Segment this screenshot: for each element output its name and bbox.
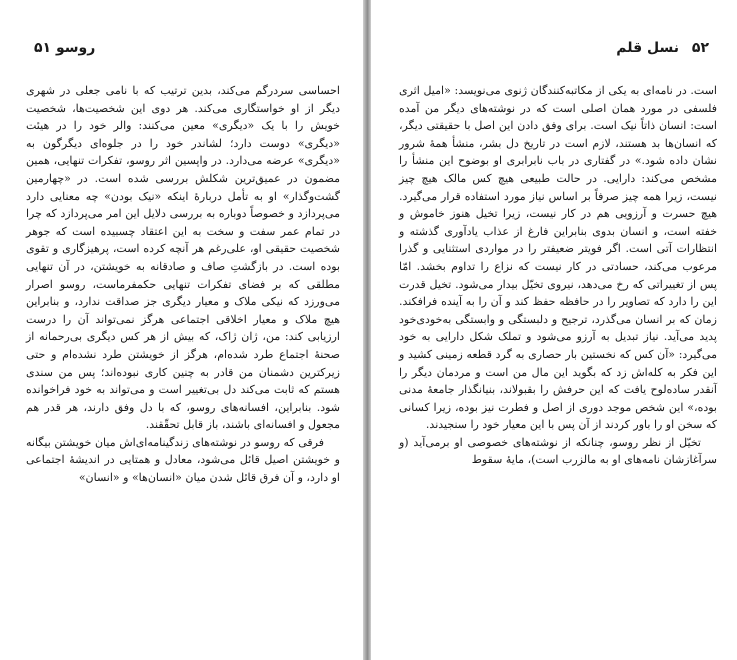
left-page-title: روسو [55,40,96,56]
left-page-header [26,40,95,56]
right-page-body [399,82,717,469]
paragraph: احساسی سردرگم می‌کند، بدین ترتیب که با نامی جعلی در شهری دیگر از او خواستگاری می‌کند. هر دوی این شخصیت‌ها، شخصیت خویش را با یک «دیگری» معین می‌کنند: والر خود را در هیئت «دیگری» دوست دارد؛ لشاندر خود را در جلوه‌ای دیگرگون به «دیگری» عرضه می‌دارد. در واپسین اثر روسو، تفکرات تنهایی، همین مضمون در عمیق‌ترین شکلش بررسی شده است. در «چهارمین گشت‌وگذار» او به تأمل دربارهٔ اینکه «نیک بودن» چه معنایی دارد می‌پردازد و خصوصاً دوباره به بررسی دلایل این امر می‌پردازد که چرا در تمام عمر سفت و سخت به این اعتقاد چسبیده است که جوهر شخصیت حقیقی او، علی‌رغم هر آنچه کرده است، پرهیزگاری و تقوی بوده است. در بازگشتِ صاف و صادقانه به خویشتن، در آن تنهایی مطلقی که بر فضای تفکرات تنهایی حکمفرماست، روسو اصرار می‌ورزد که نیکی ملاک و معیار دیگری جز صداقت ندارد، و بنابراین هیچ ملاک و معیار اخلاقی اجتماعی هرگز نمی‌تواند آن را درست ارزیابی کند: من، ژان ژاک، که بیش از هر کس دیگری بی‌رحمانه از صحنهٔ اجتماع طرد شده‌ام، هرگز از خویشتن طرد نشده‌ام و حتی زیرکترین دشمنان من قادر به چنین کاری نبوده‌اند؛ پس من سندی هستم که ثابت می‌کند دل بی‌تغییر است و می‌تواند به خود فراخوانده شود. بنابراین، افسانه‌های روسو، که با دل وفق دارند، هر قدر هم مجعول و افسانه‌ای باشند، باز قابل تحقّقند. [26,84,340,432]
left-page-body [26,82,340,487]
paragraph: فرقی که روسو در نوشته‌های زندگینامه‌ای‌اش میان خویشتن بیگانه و خویشتن اصیل قائل می‌شود، معادل و همتایی در اندیشهٔ اجتماعی او دارد، و آن فرق قائل شدن میان «انسان‌ها» و «انسان» [26,435,340,485]
right-page-header [616,40,709,56]
right-page [371,0,737,660]
left-page [0,0,363,660]
book-gutter [363,0,371,660]
right-page-number: ۵۲ [691,40,709,56]
left-page-number: ۵۱ [34,40,52,56]
paragraph: است. در نامه‌ای به یکی از مکاتبه‌کنندگان ژنوی می‌نویسد: «امیل اثری فلسفی در مورد همان اصلی است که در نوشته‌های دیگر من آمده است: انسان ذاتاً نیک است. برای وفق دادن این اصل با حقیقتی دیگر، که انسان‌ها بد هستند، لازم است در تاریخ دل بشر، منشأ همهٔ شرور نشان داده شود.» در گفتاری در باب نابرابری او بوضوح این منشأ را مشخص می‌کند: دارایی. در حالت طبیعی هیچ کس مالک هیچ چیز نیست، زیرا همه چیز صرفاً بر اساس نیاز مورد استفاده قرار می‌گیرد. هیچ حسرت و آرزویی هم در کار نیست، زیرا تخیل هنوز خاموش و خفته است، و انسان بدوی بنابراین فارغ از عذاب یادآوری گذشته و انتظارات آتی است. اگر فویتر ضعیفتر را در مواردی استثنایی و گذرا مرعوب می‌کند، حسادتی در کار نیست که نزاع را تداوم بخشد. امّا پس از تغییراتی که رخ می‌دهد، نیروی تخیّل بیدار می‌شود. تخیل قدرت این را دارد که تصاویر را در حافظه حفظ کند و آن را به آینده فرافکند. زمان که بر انسان می‌گذرد، ترجیح و دلبستگی و وابستگی به‌خودی‌خود پدید می‌آید. نیاز تبدیل به آرزو می‌شود و تملک شکل دارایی به خود می‌گیرد: «آن کس که نخستین بار حصاری به گرد قطعه زمینی کشید و این فکر به کله‌اش زد که بگوید این مال من است و مردمان دیگر را آنقدر ساده‌لوح یافت که این حرفش را بقبولاند، بنیانگذار جامعهٔ مدنی بوده،» این شخص موجد دوری از اصل و فطرت نیز بوده، زیرا کسانی که سخن او را باور کردند از آن پس با این معیار خود را سنجیدند. [399,84,717,432]
right-page-title: نسل قلم [616,40,680,56]
paragraph: تخیّل از نظر روسو، چنانکه از نوشته‌های خصوصی او برمی‌آید (و سرآغازشان نامه‌های او به مالزرب است)، مایهٔ سقوط [399,435,717,467]
